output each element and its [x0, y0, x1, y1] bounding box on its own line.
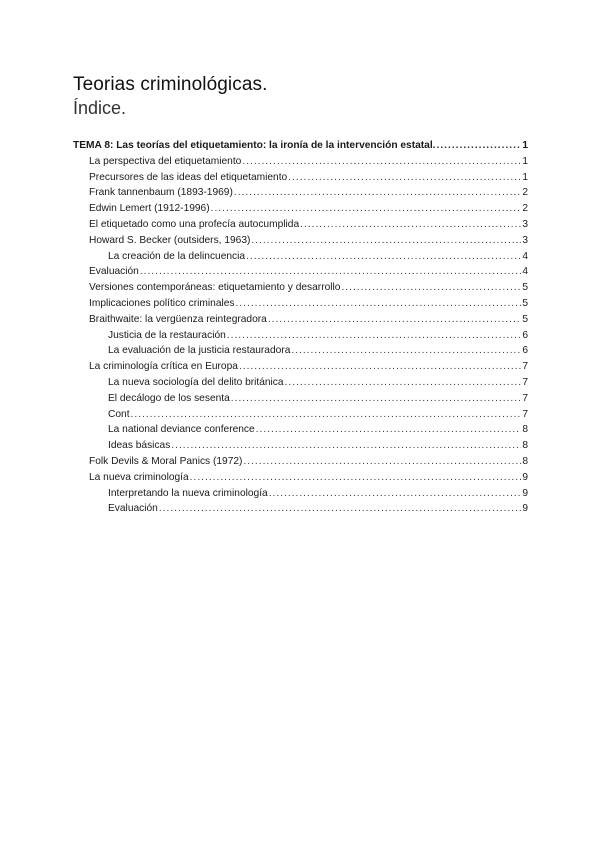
toc-entry-label: La nueva sociología del delito británica [108, 376, 284, 388]
toc-entry-label: Implicaciones político criminales [89, 297, 235, 309]
toc-dot-leader [246, 249, 521, 265]
toc-page-number: 8 [522, 455, 528, 467]
toc-page-number: 8 [522, 424, 528, 436]
toc-page-number: 3 [522, 234, 528, 246]
toc-dot-leader [285, 375, 522, 391]
toc-dot-leader [251, 233, 521, 249]
toc-entry[interactable] [73, 296, 528, 312]
toc-entry-label: La creación de la delincuencia [108, 250, 246, 262]
toc-entry[interactable] [73, 154, 528, 170]
toc-page-number: 7 [522, 376, 528, 388]
toc-entry[interactable] [73, 359, 528, 375]
toc-dot-leader [256, 422, 522, 438]
toc-entry-label: El etiquetado como una profecía autocumplida [89, 218, 300, 230]
toc-page-number: 1 [522, 171, 528, 183]
toc-page-number: 6 [522, 345, 528, 357]
toc-page-number: 1 [522, 140, 528, 151]
toc-dot-leader [437, 138, 522, 154]
toc-page-number: 4 [522, 266, 528, 278]
table-of-contents [73, 138, 528, 517]
toc-entry[interactable] [73, 454, 528, 470]
toc-page-number: 9 [522, 503, 528, 515]
toc-entry[interactable] [73, 138, 528, 154]
toc-entry[interactable] [73, 312, 528, 328]
toc-dot-leader [171, 438, 521, 454]
toc-dot-leader [268, 312, 522, 328]
toc-dot-leader [288, 170, 521, 186]
toc-entry[interactable] [73, 375, 528, 391]
toc-page-number: 5 [522, 282, 528, 294]
toc-entry[interactable] [73, 280, 528, 296]
toc-entry-label: Cont [108, 408, 130, 420]
toc-entry-label: La evaluación de la justicia restauradora [108, 345, 291, 357]
toc-dot-leader [140, 264, 521, 280]
toc-page-number: 5 [522, 313, 528, 325]
toc-dot-leader [211, 201, 522, 217]
toc-page-number: 9 [522, 471, 528, 483]
toc-dot-leader [190, 470, 522, 486]
toc-entry[interactable] [73, 170, 528, 186]
toc-page-number: 7 [522, 408, 528, 420]
toc-dot-leader [239, 359, 521, 375]
toc-dot-leader [300, 217, 521, 233]
toc-entry[interactable] [73, 407, 528, 423]
toc-page-number: 7 [522, 361, 528, 373]
toc-dot-leader [242, 154, 521, 170]
toc-page-number: 5 [522, 297, 528, 309]
toc-entry[interactable] [73, 249, 528, 265]
toc-entry-label: Howard S. Becker (outsiders, 1963) [89, 234, 251, 246]
toc-entry-label: Braithwaite: la vergüenza reintegradora [89, 313, 267, 325]
toc-entry-label: Evaluación [89, 266, 139, 278]
toc-page-number: 2 [522, 187, 528, 199]
toc-dot-leader [341, 280, 521, 296]
toc-entry[interactable] [73, 201, 528, 217]
toc-entry-label: La national deviance conference [108, 424, 255, 436]
toc-dot-leader [231, 391, 522, 407]
toc-page-number: 6 [522, 329, 528, 341]
toc-entry-label: Evaluación [108, 503, 158, 515]
toc-entry[interactable] [73, 422, 528, 438]
toc-page-number: 8 [522, 440, 528, 452]
toc-entry[interactable] [73, 217, 528, 233]
toc-entry[interactable] [73, 328, 528, 344]
toc-entry[interactable] [73, 185, 528, 201]
toc-dot-leader [236, 296, 522, 312]
toc-entry-label: Interpretando la nueva criminología [108, 487, 268, 499]
toc-entry[interactable] [73, 438, 528, 454]
toc-entry-label: La perspectiva del etiquetamiento [89, 155, 242, 167]
toc-entry[interactable] [73, 391, 528, 407]
toc-dot-leader [243, 454, 521, 470]
toc-entry-label: Folk Devils & Moral Panics (1972) [89, 455, 243, 467]
toc-entry[interactable] [73, 470, 528, 486]
toc-entry-label: Justicia de la restauración [108, 329, 226, 341]
toc-dot-leader [269, 486, 522, 502]
toc-page-number: 4 [522, 250, 528, 262]
toc-dot-leader [291, 343, 521, 359]
toc-page-number: 3 [522, 218, 528, 230]
toc-entry[interactable] [73, 233, 528, 249]
toc-entry-label: Precursores de las ideas del etiquetamiento [89, 171, 288, 183]
toc-page-number: 1 [522, 155, 528, 167]
toc-entry[interactable] [73, 501, 528, 517]
index-heading: Índice. [73, 98, 127, 118]
toc-dot-leader [131, 407, 522, 423]
toc-dot-leader [227, 328, 522, 344]
toc-entry-label: Edwin Lemert (1912-1996) [89, 203, 210, 215]
document-title: Teorias criminológicas. [73, 74, 268, 95]
toc-entry[interactable] [73, 486, 528, 502]
toc-dot-leader [234, 185, 521, 201]
toc-entry-label: Ideas básicas [108, 440, 171, 452]
toc-entry-label: Versiones contemporáneas: etiquetamiento y desarrollo [89, 282, 341, 294]
toc-entry-label: La nueva criminología [89, 471, 189, 483]
toc-entry[interactable] [73, 343, 528, 359]
toc-entry-label: La criminología crítica en Europa [89, 361, 238, 373]
toc-page-number: 9 [522, 487, 528, 499]
toc-entry[interactable] [73, 264, 528, 280]
toc-entry-label: TEMA 8: Las teorías del etiquetamiento: la ironía de la intervención estatal. [73, 140, 436, 151]
toc-page-number: 2 [522, 203, 528, 215]
toc-entry-label: Frank tannenbaum (1893-1969) [89, 187, 233, 199]
toc-dot-leader [159, 501, 521, 517]
toc-entry-label: El decálogo de los sesenta [108, 392, 230, 404]
toc-page-number: 7 [522, 392, 528, 404]
